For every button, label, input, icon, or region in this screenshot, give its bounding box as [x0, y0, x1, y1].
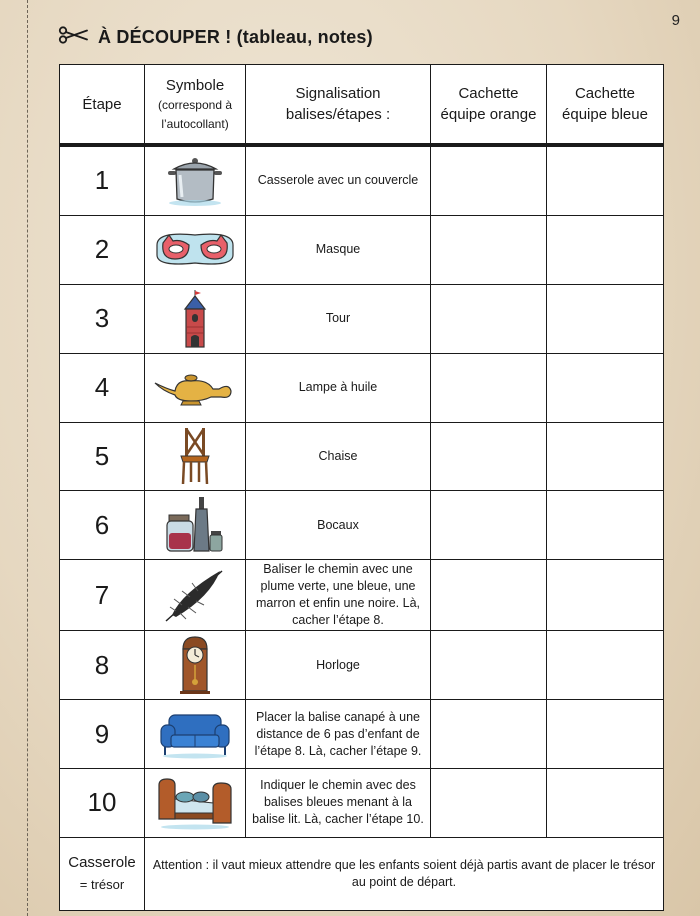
orange-hiding-cell[interactable] [431, 215, 547, 284]
orange-hiding-cell[interactable] [431, 491, 547, 560]
treasure-cell [60, 837, 145, 910]
clock-icon [175, 635, 215, 695]
step-description: Masque [246, 215, 431, 284]
step-number: 9 [60, 700, 145, 769]
step-description: Chaise [246, 422, 431, 491]
step-number: 7 [60, 560, 145, 631]
step-number: 5 [60, 422, 145, 491]
table-row [60, 422, 664, 491]
blue-hiding-cell[interactable] [547, 491, 664, 560]
step-number: 6 [60, 491, 145, 560]
page-number: 9 [671, 12, 680, 29]
table-row [60, 560, 664, 631]
cut-line [27, 0, 28, 916]
step-description: Horloge [246, 631, 431, 700]
orange-hiding-cell[interactable] [431, 422, 547, 491]
chair-icon [177, 426, 213, 486]
orange-hiding-cell[interactable] [431, 700, 547, 769]
table-row [60, 215, 664, 284]
header-orange: Cachette équipe orange [431, 65, 547, 146]
bed-icon [155, 775, 235, 831]
table-row [60, 768, 664, 837]
sofa-icon [157, 709, 233, 759]
page-header [58, 24, 373, 50]
step-description: Casserole avec un couvercle [246, 145, 431, 215]
orange-hiding-cell[interactable] [431, 631, 547, 700]
oil-lamp-icon [153, 369, 237, 407]
blue-hiding-cell[interactable] [547, 215, 664, 284]
treasure-row [60, 837, 664, 910]
mask-icon [155, 227, 235, 273]
table-row [60, 284, 664, 353]
table-row [60, 491, 664, 560]
step-number: 4 [60, 353, 145, 422]
feather-icon [162, 567, 228, 623]
step-description: Indiquer le chemin avec des balises bleues menant à la balise lit. Là, cacher l’étape 10. [246, 768, 431, 837]
header-symbol-label: Symbole [165, 76, 225, 94]
header-blue: Cachette équipe bleue [547, 65, 664, 146]
blue-hiding-cell[interactable] [547, 145, 664, 215]
steps-table [59, 64, 664, 911]
step-description: Bocaux [246, 491, 431, 560]
treasure-note: Attention : il vaut mieux attendre que les enfants soient déjà partis avant de placer le trésor au point de départ. [145, 837, 664, 910]
blue-hiding-cell[interactable] [547, 560, 664, 631]
blue-hiding-cell[interactable] [547, 631, 664, 700]
blue-hiding-cell[interactable] [547, 284, 664, 353]
step-number: 1 [60, 145, 145, 215]
table-row [60, 700, 664, 769]
orange-hiding-cell[interactable] [431, 353, 547, 422]
orange-hiding-cell[interactable] [431, 768, 547, 837]
table-row [60, 353, 664, 422]
orange-hiding-cell[interactable] [431, 560, 547, 631]
pot-icon [164, 155, 226, 207]
step-number: 2 [60, 215, 145, 284]
header-symbol [145, 65, 246, 146]
step-description: Lampe à huile [246, 353, 431, 422]
scissors-icon [58, 26, 88, 49]
step-number: 8 [60, 631, 145, 700]
header-symbol-sub: (correspond à l’autocollant) [157, 97, 233, 131]
orange-hiding-cell[interactable] [431, 284, 547, 353]
blue-hiding-cell[interactable] [547, 353, 664, 422]
step-description: Tour [246, 284, 431, 353]
treasure-label: Casserole [68, 853, 136, 871]
blue-hiding-cell[interactable] [547, 422, 664, 491]
table-row [60, 145, 664, 215]
table-header-row [60, 65, 664, 146]
jars-icon [165, 495, 225, 555]
orange-hiding-cell[interactable] [431, 145, 547, 215]
blue-hiding-cell[interactable] [547, 700, 664, 769]
tower-icon [175, 289, 215, 349]
header-step: Étape [60, 65, 145, 146]
step-number: 10 [60, 768, 145, 837]
page-title: À DÉCOUPER ! (tableau, notes) [98, 26, 373, 47]
treasure-sub: = trésor [79, 876, 125, 892]
step-description: Baliser le chemin avec une plume verte, une bleue, une marron et enfin une noire. Là, cacher l’étape 8. [246, 560, 431, 631]
step-description: Placer la balise canapé à une distance de 6 pas d’enfant de l’étape 8. Là, cacher l’étape 9. [246, 700, 431, 769]
table-row [60, 631, 664, 700]
step-number: 3 [60, 284, 145, 353]
blue-hiding-cell[interactable] [547, 768, 664, 837]
header-signal: Signalisation balises/étapes : [246, 65, 431, 146]
